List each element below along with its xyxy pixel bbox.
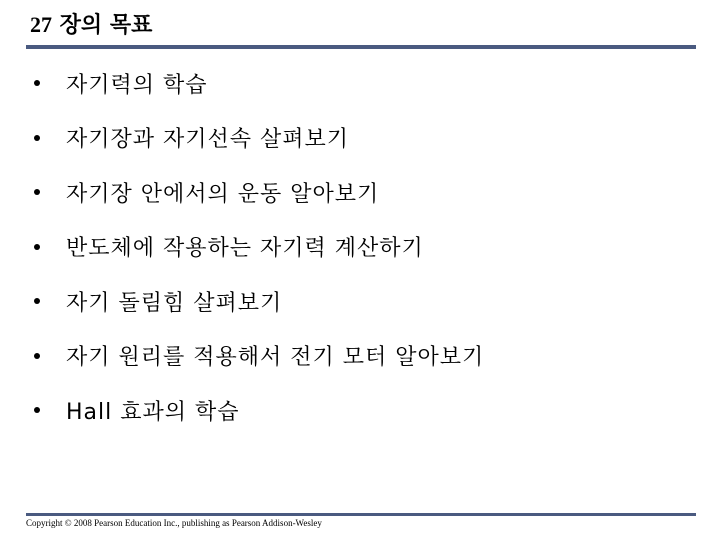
list-item-text: 자기장 안에서의 운동 알아보기 [66,181,380,207]
bullet-icon [34,189,40,195]
page-title [30,8,152,43]
list-item [30,274,484,329]
list-item [30,329,484,384]
bullet-icon [34,80,40,86]
chapter-number: 27 [30,12,52,37]
bullet-icon [34,353,40,359]
list-item-text: 자기 돌림힘 살펴보기 [66,290,283,316]
bottom-divider [26,513,696,516]
objectives-list [30,56,484,438]
top-divider [26,45,696,49]
list-item-text: 자기장과 자기선속 살펴보기 [66,127,350,153]
list-item-text: Hall 효과의 학습 [66,399,240,425]
list-item [30,220,484,275]
copyright-footer: Copyright © 2008 Pearson Education Inc., publishing as Pearson Addison-Wesley [26,518,322,528]
list-item-text: 자기력의 학습 [66,72,208,98]
bullet-icon [34,244,40,250]
list-item [30,111,484,166]
list-item [30,165,484,220]
list-item [30,383,484,438]
bullet-icon [34,407,40,413]
bullet-icon [34,298,40,304]
list-item-text: 반도체에 작용하는 자기력 계산하기 [66,236,424,262]
bullet-icon [34,135,40,141]
list-item [30,56,484,111]
list-item-text: 자기 원리를 적용해서 전기 모터 알아보기 [66,345,485,371]
title-text: 장의 목표 [59,13,153,38]
